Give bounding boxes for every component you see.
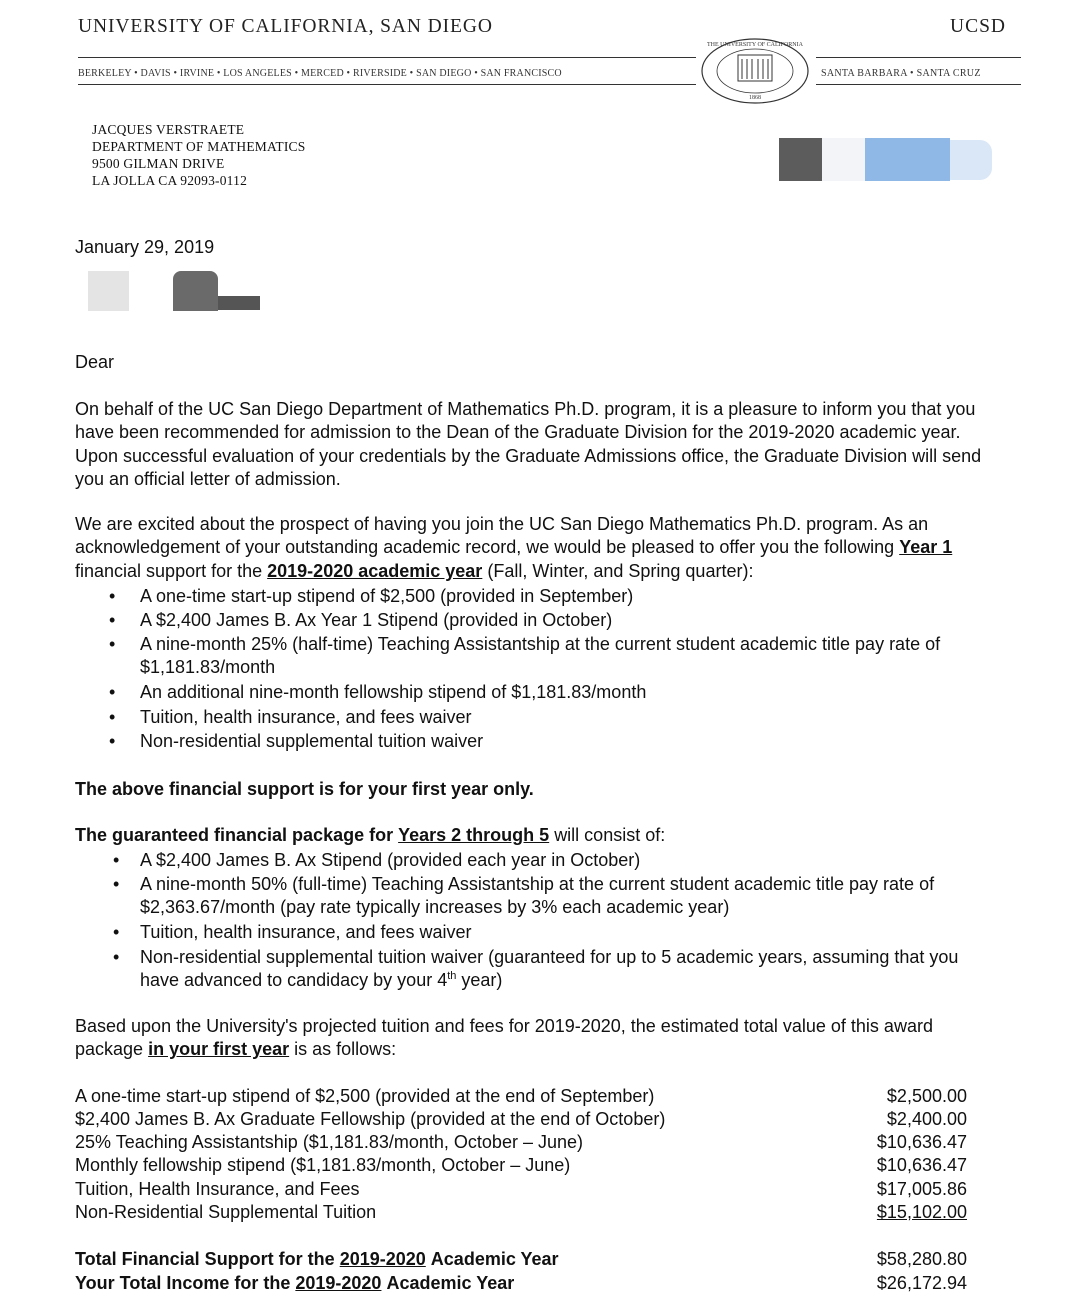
redacted-block-light — [822, 138, 866, 181]
table-row — [75, 1108, 967, 1132]
guaranteed-last-bullet-text: Non-residential supplemental tuition waiver (guaranteed for up to 5 academic years, assuming that you have advanced to candidacy by your 4 — [140, 947, 959, 991]
letterhead-rule-top-right — [816, 57, 1021, 58]
offer-tail: (Fall, Winter, and Spring quarter): — [487, 560, 754, 581]
ordinal-suffix: th — [447, 970, 457, 983]
offer-mid: financial support for the — [75, 560, 263, 581]
offer-year: Year 1 — [899, 537, 953, 558]
guaranteed-lead: The guaranteed financial package for — [75, 825, 394, 845]
redacted-block-recipient-3 — [218, 296, 260, 310]
total-income-year: 2019-2020 — [295, 1273, 382, 1293]
estimate-emphasis: in your first year — [148, 1039, 290, 1060]
ucsd-abbreviation: UCSD — [950, 16, 1007, 37]
table-row-amount: $10,636.47 — [876, 1155, 967, 1175]
table-row — [75, 1085, 967, 1109]
guaranteed-last-bullet-end: year) — [456, 970, 503, 991]
campus-list-left: BERKELEY • DAVIS • IRVINE • LOS ANGELES • MERCED • RIVERSIDE • SAN DIEGO • SAN FRANCISCO — [78, 68, 562, 79]
seal-year: 1868 — [749, 95, 761, 101]
table-row-amount: $10,636.47 — [876, 1132, 967, 1152]
total-income-amount: $26,172.94 — [876, 1273, 967, 1293]
total-support-year: 2019-2020 — [339, 1249, 426, 1269]
total-income-label-end: Academic Year — [386, 1273, 515, 1293]
offer-lead: We are excited about the prospect of having you join the UC San Diego Mathematics Ph.D. program. As an acknowledgement of your outstanding academic record, we would be pleased to offer you the following — [75, 514, 929, 558]
table-row-label: 25% Teaching Assistantship ($1,181.83/month, October – June) — [75, 1132, 583, 1152]
offer-academic-year: 2019-2020 academic year — [267, 560, 483, 581]
table-row-amount: $2,500.00 — [886, 1086, 967, 1106]
redacted-block-recipient-2 — [173, 271, 218, 311]
university-title: UNIVERSITY OF CALIFORNIA, SAN DIEGO — [78, 16, 493, 37]
guaranteed-years: Years 2 through 5 — [398, 825, 550, 845]
letterhead-rule-top-left — [78, 57, 696, 58]
table-row-label: $2,400 James B. Ax Graduate Fellowship (provided at the end of October) — [75, 1109, 666, 1129]
sender-street: 9500 GILMAN DRIVE — [92, 156, 225, 171]
redacted-block-blue — [865, 138, 950, 181]
letterhead-rule-bottom-left — [78, 84, 696, 85]
table-row — [75, 1131, 967, 1155]
table-row — [75, 1201, 967, 1225]
redacted-block-recipient-1 — [88, 271, 129, 311]
first-year-note: The above financial support is for your first year only. — [75, 779, 534, 799]
campus-list-right: SANTA BARBARA • SANTA CRUZ — [821, 68, 981, 79]
total-support-amount: $58,280.80 — [876, 1249, 967, 1269]
estimate-paragraph — [75, 1015, 1000, 1062]
table-row — [75, 1178, 967, 1202]
table-row-label: A one-time start-up stipend of $2,500 (provided at the end of September) — [75, 1086, 655, 1106]
salutation: Dear — [75, 352, 115, 372]
seal-text: THE UNIVERSITY OF CALIFORNIA — [707, 42, 803, 48]
letter-date: January 29, 2019 — [75, 237, 215, 257]
estimate-lead: Based upon the University's projected tuition and fees for 2019-2020, the estimated total value of this award package — [75, 1016, 933, 1060]
sender-name: JACQUES VERSTRAETE — [92, 122, 245, 137]
total-income-row — [75, 1272, 967, 1296]
table-row-amount: $15,102.00 — [876, 1202, 967, 1222]
university-seal-icon — [700, 37, 810, 105]
table-row-amount: $17,005.86 — [876, 1179, 967, 1199]
table-row — [75, 1154, 967, 1178]
total-support-label: Total Financial Support for the — [75, 1249, 335, 1269]
intro-paragraph: On behalf of the UC San Diego Department of Mathematics Ph.D. program, it is a pleasure to inform you that you have been recommended for admission to the Dean of the Graduate Division for the 2019-2020 academic year. Upon successful evaluation of your credentials by the Graduate Admissions office, the Graduate Division will send you an official letter of admission. — [75, 399, 982, 490]
redacted-block-gray — [779, 138, 822, 181]
offer-paragraph — [75, 513, 1000, 583]
table-row-label: Monthly fellowship stipend ($1,181.83/month, October – June) — [75, 1155, 571, 1175]
redacted-block-pale-blue — [950, 140, 992, 180]
letterhead-rule-bottom-right — [816, 84, 1021, 85]
sender-department: DEPARTMENT OF MATHEMATICS — [92, 139, 306, 154]
total-support-row — [75, 1248, 967, 1272]
total-support-label-end: Academic Year — [430, 1249, 559, 1269]
table-row-label: Tuition, Health Insurance, and Fees — [75, 1179, 360, 1199]
estimate-tail: is as follows: — [294, 1039, 397, 1060]
total-income-label: Your Total Income for the — [75, 1273, 291, 1293]
guaranteed-heading — [75, 824, 665, 847]
guaranteed-tail: will consist of: — [554, 825, 666, 845]
sender-city: LA JOLLA CA 92093-0112 — [92, 173, 248, 188]
table-row-label: Non-Residential Supplemental Tuition — [75, 1202, 377, 1222]
table-row-amount: $2,400.00 — [886, 1109, 967, 1129]
